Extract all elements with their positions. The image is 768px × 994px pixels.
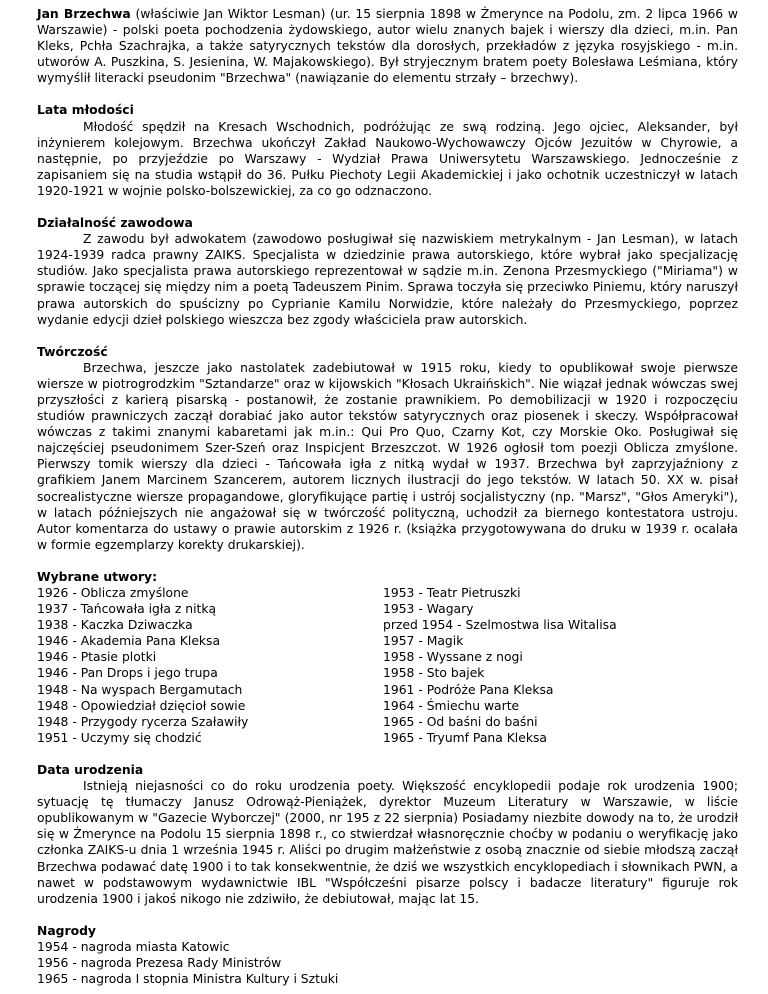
- work-item: 1951 - Uczymy się chodzić: [37, 730, 202, 745]
- work-item: 1946 - Akademia Pana Kleksa: [37, 634, 221, 649]
- author-name: Jan Brzechwa: [37, 7, 131, 21]
- youth-section: [37, 102, 738, 199]
- work-item: 1953 - Teatr Pietruszki: [383, 586, 521, 600]
- birth-date-text: Istnieją niejasności co do roku urodzenia poety. Większość encyklopedii podaje rok urodzenia 1900; sytuację tę tłumaczy Janusz Odrowąż-Pieniążek, dyrektor Muzeum Literatury w Warszawie, w liście opublikowanym w "Gazecie Wyborczej" (2000, nr 195 z 22 sierpnia) Posiadamy niezbite dowody na to, że urodził się w Żmerynce na Podolu 15 sierpnia 1898 r., co stwierdzał własnoręcznie choćby w podaniu o weryfikację jako członka ZAIKS-u dnia 1 września 1945 r. Aliści po drugim małżeństwie z osobą znacznie od siebie młodszą zaczął Brzechwa podawać datę 1900 i to tak konsekwentnie, że dziś we wszystkich encyklopediach i słownikach PWN, a nawet w podstawowym wydawnictwie IBL "Współcześni pisarze polscy i badacze literatury" figuruje rok urodzenia 1900 i jakoś nikogo nie zdziwiło, że debiutował, mając lat 15.: [37, 779, 738, 906]
- work-item: 1961 - Podróże Pana Kleksa: [383, 682, 554, 697]
- birth-date-section: [37, 762, 738, 907]
- work-item: 1964 - Śmiechu warte: [383, 698, 520, 713]
- work-item: 1958 - Sto bajek: [383, 666, 485, 681]
- work-item: 1946 - Ptasie plotki: [37, 650, 157, 665]
- birth-date-heading: Data urodzenia: [37, 762, 144, 777]
- work-item: 1953 - Wagary: [383, 602, 474, 617]
- award-item: 1956 - nagroda Prezesa Rady Ministrów: [37, 955, 282, 970]
- work-item: 1926 - Oblicza zmyślone: [37, 586, 189, 600]
- youth-heading: Lata młodości: [37, 103, 134, 118]
- selected-works-section: [37, 569, 738, 746]
- award-item: 1965 - nagroda I stopnia Ministra Kultury i Sztuki: [37, 972, 339, 987]
- work-item: 1938 - Kaczka Dziwaczka: [37, 618, 193, 633]
- work-item: przed 1954 - Szelmostwa lisa Witalisa: [383, 618, 617, 633]
- work-item: 1937 - Tańcowała igła z nitką: [37, 602, 217, 617]
- awards-section: [37, 923, 738, 987]
- career-heading: Działalność zawodowa: [37, 216, 193, 231]
- work-item: 1948 - Opowiedział dzięcioł sowie: [37, 698, 246, 713]
- career-section: [37, 215, 738, 328]
- award-item: 1954 - nagroda miasta Katowic: [37, 939, 230, 954]
- career-text: Z zawodu był adwokatem (zawodowo posługiwał się nazwiskiem metrykalnym - Jan Lesman), w latach 1924-1939 radca prawny ZAIKS. Specjalista w dziedzinie prawa autorskiego, które wybrał jako specjalizację studiów. Jako specjalista prawa autorskiego reprezentował w sądzie m.in. Zenona Przesmyckiego ("Miriama") w sprawie toczącej się między nim a poetą Tadeuszem Pinim. Sprawa toczyła się przeciwko Piniemu, który naruszył prawa autorskich do spuścizny po Cyprianie Kamilu Norwidzie, które należały do Przesmyckiego, poprzez wydanie edycji dzieł polskiego wieszcza bez zgody właściciela praw autorskich.: [37, 232, 738, 327]
- works-column-left: [37, 585, 383, 746]
- work-heading: Twórczość: [37, 344, 108, 359]
- intro-paragraph: [37, 6, 738, 86]
- youth-text: Młodość spędził na Kresach Wschodnich, podróżując ze swą rodziną. Jego ojciec, Aleksander, był inżynierem kolejowym. Brzechwa ukończył Zakład Naukowo-Wychowawczy Ojców Jezuitów w Chyrowie, a następnie, po przyjeździe po Warszawy - Wydział Prawa Uniwersytetu Warszawskiego. Jednocześnie z zapisaniem się na studia wstąpił do 36. Pułku Piechoty Legii Akademickiej i jako ochotnik uczestniczył w latach 1920-1921 w wojnie polsko-bolszewickiej, za co go odznaczono.: [37, 119, 738, 198]
- work-item: 1948 - Na wyspach Bergamutach: [37, 682, 243, 697]
- work-item: 1957 - Magik: [383, 634, 464, 649]
- work-item: 1948 - Przygody rycerza Szaławiły: [37, 714, 249, 729]
- work-item: 1965 - Od baśni do baśni: [383, 714, 538, 729]
- work-section: [37, 344, 738, 553]
- intro-text: (właściwie Jan Wiktor Lesman) (ur. 15 sierpnia 1898 w Żmerynce na Podolu, zm. 2 lipca 1966 w Warszawie) - polski poeta pochodzenia żydowskiego, autor wielu znanych bajek i wierszy dla dzieci, m.in. Pan Kleks, Pchła Szachrajka, a także satyrycznych tekstów dla dorosłych, przekładów z języka rosyjskiego - m.in. utworów A. Puszkina, S. Jesienina, W. Majakowskiego). Był stryjecznym bratem poety Bolesława Leśmiana, który wymyślił literacki pseudonim "Brzechwa" (nawiązanie do elementu strzały – brzechwy).: [37, 7, 739, 86]
- works-list: [37, 585, 738, 746]
- selected-works-heading: Wybrane utwory:: [37, 569, 158, 584]
- work-item: 1965 - Tryumf Pana Kleksa: [383, 730, 547, 745]
- work-item: 1946 - Pan Drops i jego trupa: [37, 666, 218, 681]
- works-column-right: [383, 585, 738, 746]
- work-item: 1958 - Wyssane z nogi: [383, 650, 523, 665]
- work-text: Brzechwa, jeszcze jako nastolatek zadebiutował w 1915 roku, kiedy to opublikował swoje pierwsze wiersze w piotrogrodzkim "Sztandarze" oraz w kijowskich "Kłosach Ukraińskich". Nie wiązał jednak wówczas swej przyszłości z karierą pisarską - postanowił, że zostanie prawnikiem. Po demobilizacji w 1920 i rozpoczęciu studiów prawniczych zaczął dorabiać jako autor tekstów satyrycznych oraz piosenek i skeczy. Współpracował wówczas z takimi znanymi kabaretami jak m.in.: Qui Pro Quo, Czarny Kot, czy Morskie Oko. Posługiwał się najczęściej pseudonimem Szer-Szeń oraz Inspicjent Brzeszczot. W 1926 ogłosił tom poezji Oblicza zmyślone. Pierwszy tomik wierszy dla dzieci - Tańcowała igła z nitką wydał w 1937. Brzechwa był zaprzyjaźniony z grafikiem Janem Marcinem Szancerem, autorem licznych ilustracji do jego tekstów. W latach 50. XX w. pisał socrealistyczne wiersze propagandowe, gloryfikujące partię i ustrój socjalistyczny (np. "Marsz", "Głos Ameryki"), w latach późniejszych nie angażował się w twórczość polityczną, uchodził za biernego kontestatora ustroju. Autor komentarza do ustawy o prawie autorskim z 1926 r. (książka przygotowywana do druku w 1939 r. ocalała w formie egzemplarzy korekty drukarskiej).: [37, 360, 738, 552]
- awards-heading: Nagrody: [37, 923, 96, 938]
